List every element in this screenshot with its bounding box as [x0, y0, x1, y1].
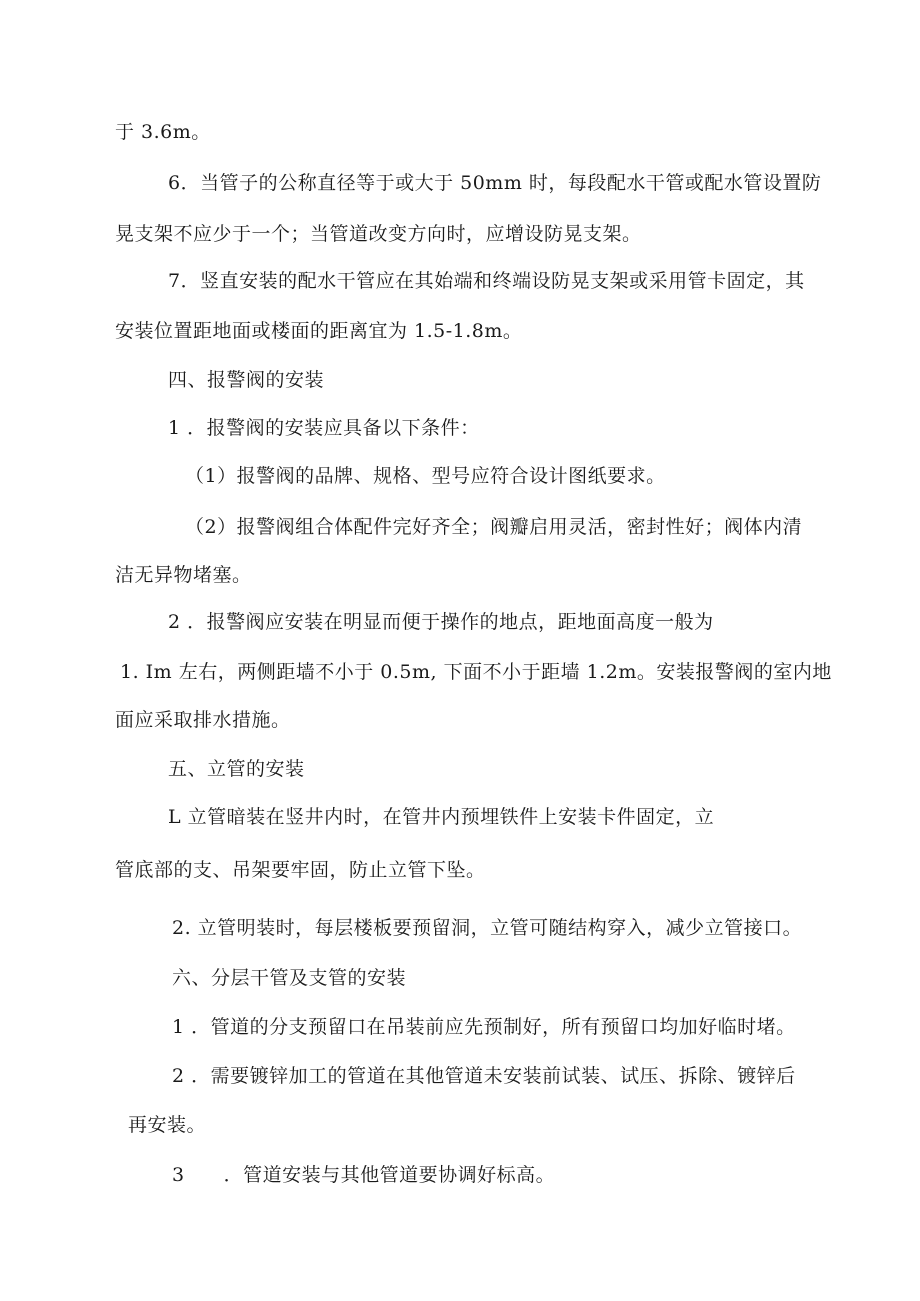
text-line-2: 6．当管子的公称直径等于或大于 50mm 时，每段配水干管或配水管设置防 — [168, 172, 822, 194]
text-line-11: 2 ．报警阀应安装在明显而便于操作的地点，距地面高度一般为 — [168, 611, 714, 633]
text-line-7: 1 ．报警阀的安装应具备以下条件： — [168, 417, 480, 439]
text-line-13: 面应采取排水措施。 — [115, 709, 291, 731]
text-line-5: 安装位置距地面或楼面的距离宜为 1.5-1.8m。 — [115, 320, 523, 342]
text-line-10: 洁无异物堵塞。 — [115, 564, 252, 586]
section-heading-4: 四、报警阀的安装 — [168, 369, 325, 391]
section-heading-5: 五、立管的安装 — [168, 758, 305, 780]
text-line-1: 于 3.6m。 — [115, 121, 211, 143]
section-heading-6: 六、分层干管及支管的安装 — [172, 967, 407, 989]
text-line-15: L 立管暗装在竖井内时，在管井内预埋铁件上安装卡件固定，立 — [168, 806, 715, 828]
text-line-4: 7．竖直安装的配水干管应在其始端和终端设防晃支架或采用管卡固定，其 — [168, 270, 805, 292]
text-line-16: 管底部的支、吊架要牢固，防止立管下坠。 — [115, 859, 486, 881]
text-line-20: 2 ．需要镀锌加工的管道在其他管道未安装前试装、试压、拆除、镀锌后 — [172, 1065, 796, 1087]
text-line-22: 3 ．管道安装与其他管道要协调好标高。 — [172, 1164, 556, 1186]
text-line-9: （2）报警阀组合体配件完好齐全；阀瓣启用灵活，密封性好；阀体内清 — [185, 516, 803, 538]
text-line-12: 1. Im 左右，两侧距墙不小于 0.5m, 下面不小于距墙 1.2m。安装报警阀的室内地 — [120, 661, 832, 683]
text-line-3: 晃支架不应少于一个；当管道改变方向时，应增设防晃支架。 — [115, 223, 642, 245]
text-line-21: 再安装。 — [128, 1114, 207, 1136]
text-line-19: 1 ．管道的分支预留口在吊装前应先预制好，所有预留口均加好临时堵。 — [172, 1016, 796, 1038]
text-line-17: 2. 立管明装时，每层楼板要预留洞，立管可随结构穿入，减少立管接口。 — [172, 917, 803, 939]
text-line-8: （1）报警阀的品牌、规格、型号应符合设计图纸要求。 — [185, 465, 666, 487]
